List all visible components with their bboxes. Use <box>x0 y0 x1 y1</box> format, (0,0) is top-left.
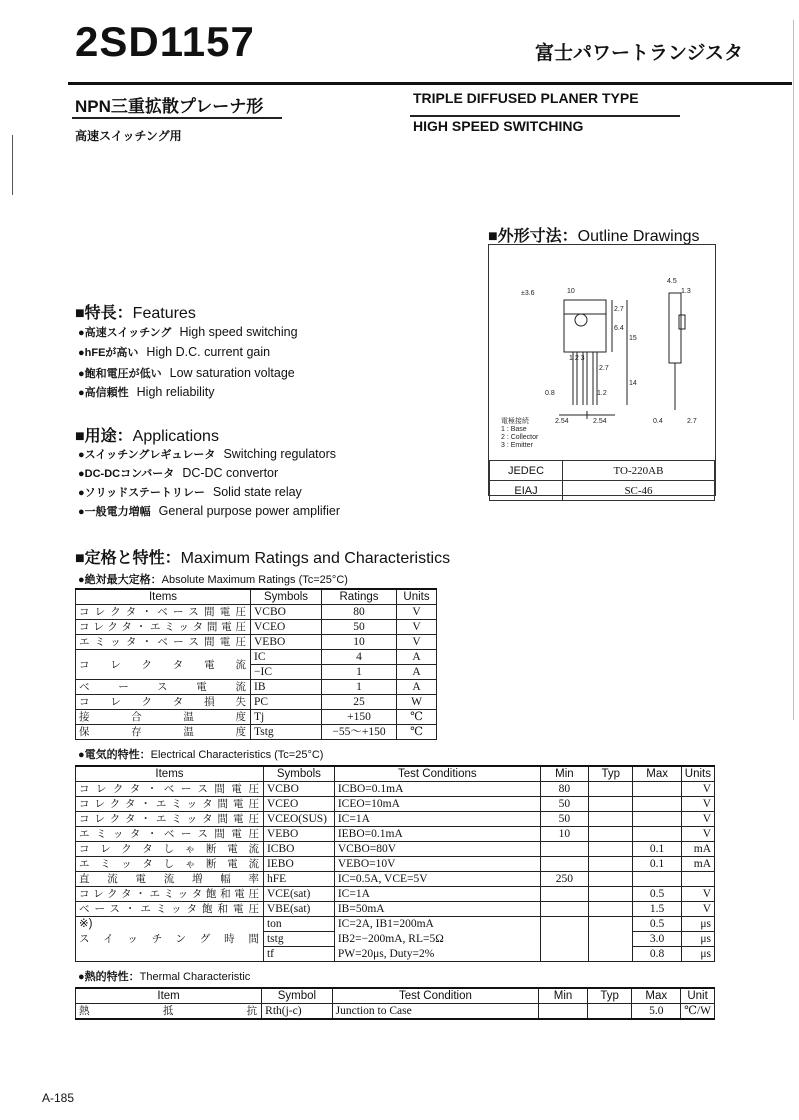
table-cell: エミッタしゃ断電流 <box>76 857 264 872</box>
label-text: Thermal Characteristic <box>139 971 251 983</box>
table-cell: IC=0.5A, VCE=5V <box>334 872 540 887</box>
dim-label: 2.54 <box>593 418 607 425</box>
table-cell: Junction to Case <box>332 1004 539 1020</box>
table-row <box>76 812 715 827</box>
pkg-cell: SC-46 <box>563 481 715 501</box>
dim-label: 1.2 <box>597 390 607 397</box>
table-cell: ※) <box>76 917 264 932</box>
table-cell: コレクタ・ベース間電圧 <box>76 605 251 620</box>
table-cell: VCBO <box>251 605 322 620</box>
table-cell <box>633 872 681 887</box>
table-cell: 250 <box>540 872 588 887</box>
table-cell: ベース電流 <box>76 680 251 695</box>
pin-legend: 3 : Emitter <box>501 442 533 449</box>
pin-legend: 1 : Base <box>501 426 527 433</box>
table-header-cell: Symbol <box>262 988 333 1004</box>
feature-item <box>78 324 298 340</box>
label-text: ●一般電力増幅 <box>78 506 151 518</box>
table-cell: +150 <box>322 710 397 725</box>
table-cell <box>589 797 633 812</box>
table-cell <box>633 812 681 827</box>
table-row <box>76 917 715 932</box>
dim-label: 14 <box>629 380 637 387</box>
table-header-cell: Items <box>76 589 251 605</box>
application-item <box>78 484 302 500</box>
table-cell: VCE(sat) <box>263 887 334 902</box>
element <box>76 589 437 740</box>
abs-max-table <box>75 588 437 740</box>
table-cell <box>589 947 633 962</box>
table-cell: μs <box>681 932 714 947</box>
outline-heading-en: Outline Drawings <box>577 228 700 245</box>
table-cell: tf <box>263 947 334 962</box>
table-cell <box>587 1004 632 1020</box>
label-text: High reliability <box>136 385 215 399</box>
table-row <box>76 725 437 740</box>
table-cell: V <box>681 902 714 917</box>
table-cell: IB2=−200mA, RL=5Ω <box>334 932 540 947</box>
label-jp: ●電気的特性： <box>78 749 151 761</box>
feature-item <box>78 344 270 360</box>
table-cell <box>540 917 588 932</box>
table-cell: 10 <box>322 635 397 650</box>
table-cell: −55～+150 <box>322 725 397 740</box>
table-cell <box>633 782 681 797</box>
table-row <box>76 635 437 650</box>
package-tab <box>564 300 606 314</box>
table-cell <box>633 797 681 812</box>
pin-legend: 電極接続 <box>501 418 529 425</box>
table-cell: PC <box>251 695 322 710</box>
table-cell: コレクタ・エミッタ飽和電圧 <box>76 887 264 902</box>
table-header-cell: Symbols <box>251 589 322 605</box>
table-cell: 50 <box>322 620 397 635</box>
features-heading <box>75 300 196 323</box>
table-cell: IEBO <box>263 857 334 872</box>
margin-mark <box>12 135 13 195</box>
label-text: ●高速スイッチング <box>78 327 172 339</box>
label-text: ●高信頼性 <box>78 387 129 399</box>
table-cell: VCEO(SUS) <box>263 812 334 827</box>
table-cell: A <box>397 665 437 680</box>
table-cell: スイッチング時間 <box>76 932 264 947</box>
table-cell: 4 <box>322 650 397 665</box>
table-cell: V <box>681 812 714 827</box>
table-cell: 1.5 <box>633 902 681 917</box>
table-cell: ICBO=0.1mA <box>334 782 540 797</box>
table-cell: 1 <box>322 665 397 680</box>
table-cell <box>589 917 633 932</box>
dim-label: 4.5 <box>667 278 677 285</box>
label-text: Low saturation voltage <box>169 366 295 380</box>
table-header-cell: Min <box>539 988 588 1004</box>
table-row <box>76 887 715 902</box>
table-cell <box>681 872 714 887</box>
table-cell: VEBO <box>251 635 322 650</box>
divider-right <box>410 115 680 117</box>
table-cell: ICBO <box>263 842 334 857</box>
table-cell: IB <box>251 680 322 695</box>
label-text: Electrical Characteristics (Tc=25°C) <box>150 749 324 761</box>
table-cell: mA <box>681 842 714 857</box>
outline-heading-jp: ■外形寸法： <box>488 228 578 245</box>
label-text: ●飽和電圧が低い <box>78 368 162 380</box>
table-cell: ton <box>263 917 334 932</box>
table-row <box>76 650 437 665</box>
drawing-group <box>501 278 697 449</box>
divider-left <box>72 117 282 119</box>
table-cell <box>540 887 588 902</box>
table-cell: tstg <box>263 932 334 947</box>
label-text: General purpose power amplifier <box>158 504 340 518</box>
table-header-cell: Typ <box>589 766 633 782</box>
table-cell <box>589 827 633 842</box>
table-cell: A <box>397 650 437 665</box>
table-header-cell: Test Condition <box>332 988 539 1004</box>
features-heading-jp: ■特長： <box>75 305 133 322</box>
table-cell: 50 <box>540 812 588 827</box>
table-cell: コレクタ・エミッタ間電圧 <box>76 812 264 827</box>
std-cell: EIAJ <box>490 481 563 501</box>
type-en: TRIPLE DIFFUSED PLANER TYPE <box>413 90 639 106</box>
table-cell: IC=1A <box>334 887 540 902</box>
table-cell <box>540 947 588 962</box>
label-jp: ●熱的特性： <box>78 971 140 983</box>
table-cell: コレクタ・エミッタ間電圧 <box>76 620 251 635</box>
dim-label: 6.4 <box>614 325 624 332</box>
application-item <box>78 465 278 481</box>
table-cell: 0.5 <box>633 917 681 932</box>
table-header-cell: Ratings <box>322 589 397 605</box>
table-cell: μs <box>681 917 714 932</box>
ratings-heading <box>75 545 450 568</box>
table-row <box>490 481 715 501</box>
table-cell <box>540 902 588 917</box>
dim-label: 15 <box>629 335 637 342</box>
table-cell: V <box>397 635 437 650</box>
page-number: A-185 <box>42 1091 75 1105</box>
table-cell: VCEO <box>263 797 334 812</box>
outline-drawing <box>489 245 715 461</box>
ratings-heading-en: Maximum Ratings and Characteristics <box>180 550 451 567</box>
table-cell: ℃ <box>397 725 437 740</box>
std-cell: JEDEC <box>490 461 563 481</box>
table-cell: W <box>397 695 437 710</box>
side-tab <box>679 315 685 329</box>
table-cell: 1 <box>322 680 397 695</box>
table-cell <box>540 857 588 872</box>
table-cell <box>76 947 264 962</box>
use-en: HIGH SPEED SWITCHING <box>413 118 584 134</box>
table-cell: V <box>681 827 714 842</box>
table-row <box>76 782 715 797</box>
table-row <box>76 902 715 917</box>
table-cell: IEBO=0.1mA <box>334 827 540 842</box>
table-cell: 80 <box>322 605 397 620</box>
table-cell: 50 <box>540 797 588 812</box>
table-cell: VEBO <box>263 827 334 842</box>
table-cell: VCEO <box>251 620 322 635</box>
mounting-hole <box>575 314 587 326</box>
table-cell <box>540 842 588 857</box>
dim-label: 0.4 <box>653 418 663 425</box>
table-row <box>76 797 715 812</box>
table-header-cell: Items <box>76 766 264 782</box>
table-row <box>76 680 437 695</box>
table-cell: コレクタ・ベース間電圧 <box>76 782 264 797</box>
label-text: Absolute Maximum Ratings (Tc=25°C) <box>161 574 348 586</box>
table-cell <box>589 902 633 917</box>
table-cell <box>589 782 633 797</box>
table-cell: VCBO <box>263 782 334 797</box>
element <box>490 461 715 501</box>
table-cell: 10 <box>540 827 588 842</box>
label-text: High speed switching <box>179 325 298 339</box>
table-cell: 3.0 <box>633 932 681 947</box>
table-cell <box>589 842 633 857</box>
label-text: Solid state relay <box>212 485 302 499</box>
label-text: ●ソリッドステートリレー <box>78 487 205 499</box>
table-cell: エミッタ・ベース間電圧 <box>76 635 251 650</box>
table-cell: ℃ <box>397 710 437 725</box>
table-row <box>76 605 437 620</box>
table-header-cell: Symbols <box>263 766 334 782</box>
table-header <box>76 589 437 605</box>
table-header <box>76 766 715 782</box>
table-cell: 保存温度 <box>76 725 251 740</box>
table-row <box>76 695 437 710</box>
features-heading-en: Features <box>132 305 196 322</box>
table-cell <box>589 857 633 872</box>
table-header-cell: Item <box>76 988 262 1004</box>
table-row <box>76 947 715 962</box>
table-cell: Rth(j-c) <box>262 1004 333 1020</box>
pkg-cell: TO-220AB <box>563 461 715 481</box>
table-cell: hFE <box>263 872 334 887</box>
thermal-title <box>78 968 250 984</box>
feature-item <box>78 384 214 400</box>
table-cell: 接合温度 <box>76 710 251 725</box>
table-cell: コレクタしゃ断電流 <box>76 842 264 857</box>
pin-numbers: 1 2 3 <box>569 355 585 362</box>
table-cell: V <box>397 620 437 635</box>
label-jp: ●絶対最大定格： <box>78 574 162 586</box>
label-text: Switching regulators <box>223 447 336 461</box>
label-text: High D.C. current gain <box>146 345 271 359</box>
table-cell: 5.0 <box>632 1004 681 1020</box>
table-header-cell: Typ <box>587 988 632 1004</box>
part-number: 2SD1157 <box>75 18 255 65</box>
feature-item <box>78 365 295 381</box>
thermal-table <box>75 987 715 1020</box>
dim-label: ±3.6 <box>521 290 535 297</box>
header-rule <box>68 82 792 85</box>
abs-max-title <box>78 571 348 587</box>
table-cell: VCBO=80V <box>334 842 540 857</box>
table-header-cell: Units <box>397 589 437 605</box>
table-cell <box>589 872 633 887</box>
table-row <box>76 857 715 872</box>
table-cell: V <box>397 605 437 620</box>
table-cell: コレクタ電流 <box>76 650 251 680</box>
table-row <box>76 620 437 635</box>
table-cell: VEBO=10V <box>334 857 540 872</box>
type-jp: NPN三重拡散プレーナ形 <box>75 97 264 116</box>
label-text: ●スイッチングレギュレータ <box>78 449 216 461</box>
table-cell: コレクタ・エミッタ間電圧 <box>76 797 264 812</box>
element <box>76 766 715 962</box>
ratings-heading-jp: ■定格と特性： <box>75 550 181 567</box>
table-cell: 0.5 <box>633 887 681 902</box>
applications-heading-en: Applications <box>132 428 219 445</box>
table-cell <box>589 932 633 947</box>
table-cell <box>633 827 681 842</box>
table-cell: ℃/W <box>681 1004 715 1020</box>
table-cell: 熱抵抗 <box>76 1004 262 1020</box>
outline-drawing-box <box>488 244 716 496</box>
table-cell: 直流電流増幅率 <box>76 872 264 887</box>
table-cell: 25 <box>322 695 397 710</box>
table-cell: μs <box>681 947 714 962</box>
table-cell <box>589 887 633 902</box>
table-cell: Tstg <box>251 725 322 740</box>
table-header-cell: Test Conditions <box>334 766 540 782</box>
table-cell <box>539 1004 588 1020</box>
table-header-cell: Max <box>632 988 681 1004</box>
table-cell: 80 <box>540 782 588 797</box>
table-cell: ICEO=10mA <box>334 797 540 812</box>
table-cell: V <box>681 797 714 812</box>
table-row <box>76 1004 715 1020</box>
applications-heading <box>75 423 219 446</box>
package-body <box>564 300 606 352</box>
table-cell: エミッタ・ベース間電圧 <box>76 827 264 842</box>
table-cell <box>540 932 588 947</box>
table-cell: ベース・エミッタ飽和電圧 <box>76 902 264 917</box>
table-row <box>490 461 715 481</box>
package-table <box>489 460 715 501</box>
label-text: DC-DC convertor <box>182 466 279 480</box>
table-cell: 0.1 <box>633 857 681 872</box>
dim-label: 1.3 <box>681 288 691 295</box>
table-cell: mA <box>681 857 714 872</box>
application-item <box>78 503 340 519</box>
table-row <box>76 827 715 842</box>
table-cell: Tj <box>251 710 322 725</box>
maker-name: 富士パワートランジスタ <box>535 43 743 64</box>
table-cell: VBE(sat) <box>263 902 334 917</box>
table-row <box>76 710 437 725</box>
table-header-cell: Min <box>540 766 588 782</box>
table-row <box>76 932 715 947</box>
element <box>76 988 715 1019</box>
table-cell: PW=20μs, Duty=2% <box>334 947 540 962</box>
applications-heading-jp: ■用途： <box>75 428 133 445</box>
table-header-cell: Unit <box>681 988 715 1004</box>
dim-label: 2.7 <box>614 306 624 313</box>
table-cell: コレクタ損失 <box>76 695 251 710</box>
table-cell: 0.8 <box>633 947 681 962</box>
table-cell: 0.1 <box>633 842 681 857</box>
table-cell: IB=50mA <box>334 902 540 917</box>
table-cell: A <box>397 680 437 695</box>
dim-label: 2.7 <box>599 365 609 372</box>
dim-label: 2.7 <box>687 418 697 425</box>
table-cell: IC=1A <box>334 812 540 827</box>
dim-label: 10 <box>567 288 575 295</box>
table-cell: IC <box>251 650 322 665</box>
table-header-cell: Max <box>633 766 681 782</box>
pin-legend: 2 : Collector <box>501 434 539 441</box>
label-text: ●hFEが高い <box>78 347 139 359</box>
table-header-cell: Units <box>681 766 714 782</box>
table-cell: V <box>681 887 714 902</box>
elec-table <box>75 765 715 962</box>
dim-label: 0.8 <box>545 390 555 397</box>
table-cell: IC=2A, IB1=200mA <box>334 917 540 932</box>
use-jp: 高速スイッチング用 <box>75 129 182 143</box>
margin-mark-right <box>793 20 794 720</box>
table-row <box>76 872 715 887</box>
outline-heading <box>488 223 700 246</box>
table-cell <box>589 812 633 827</box>
table-cell: −IC <box>251 665 322 680</box>
application-item <box>78 446 336 462</box>
label-text: ●DC-DCコンバータ <box>78 468 175 480</box>
table-header <box>76 988 715 1004</box>
dim-label: 2.54 <box>555 418 569 425</box>
elec-title <box>78 746 323 762</box>
table-cell: V <box>681 782 714 797</box>
table-row <box>76 842 715 857</box>
